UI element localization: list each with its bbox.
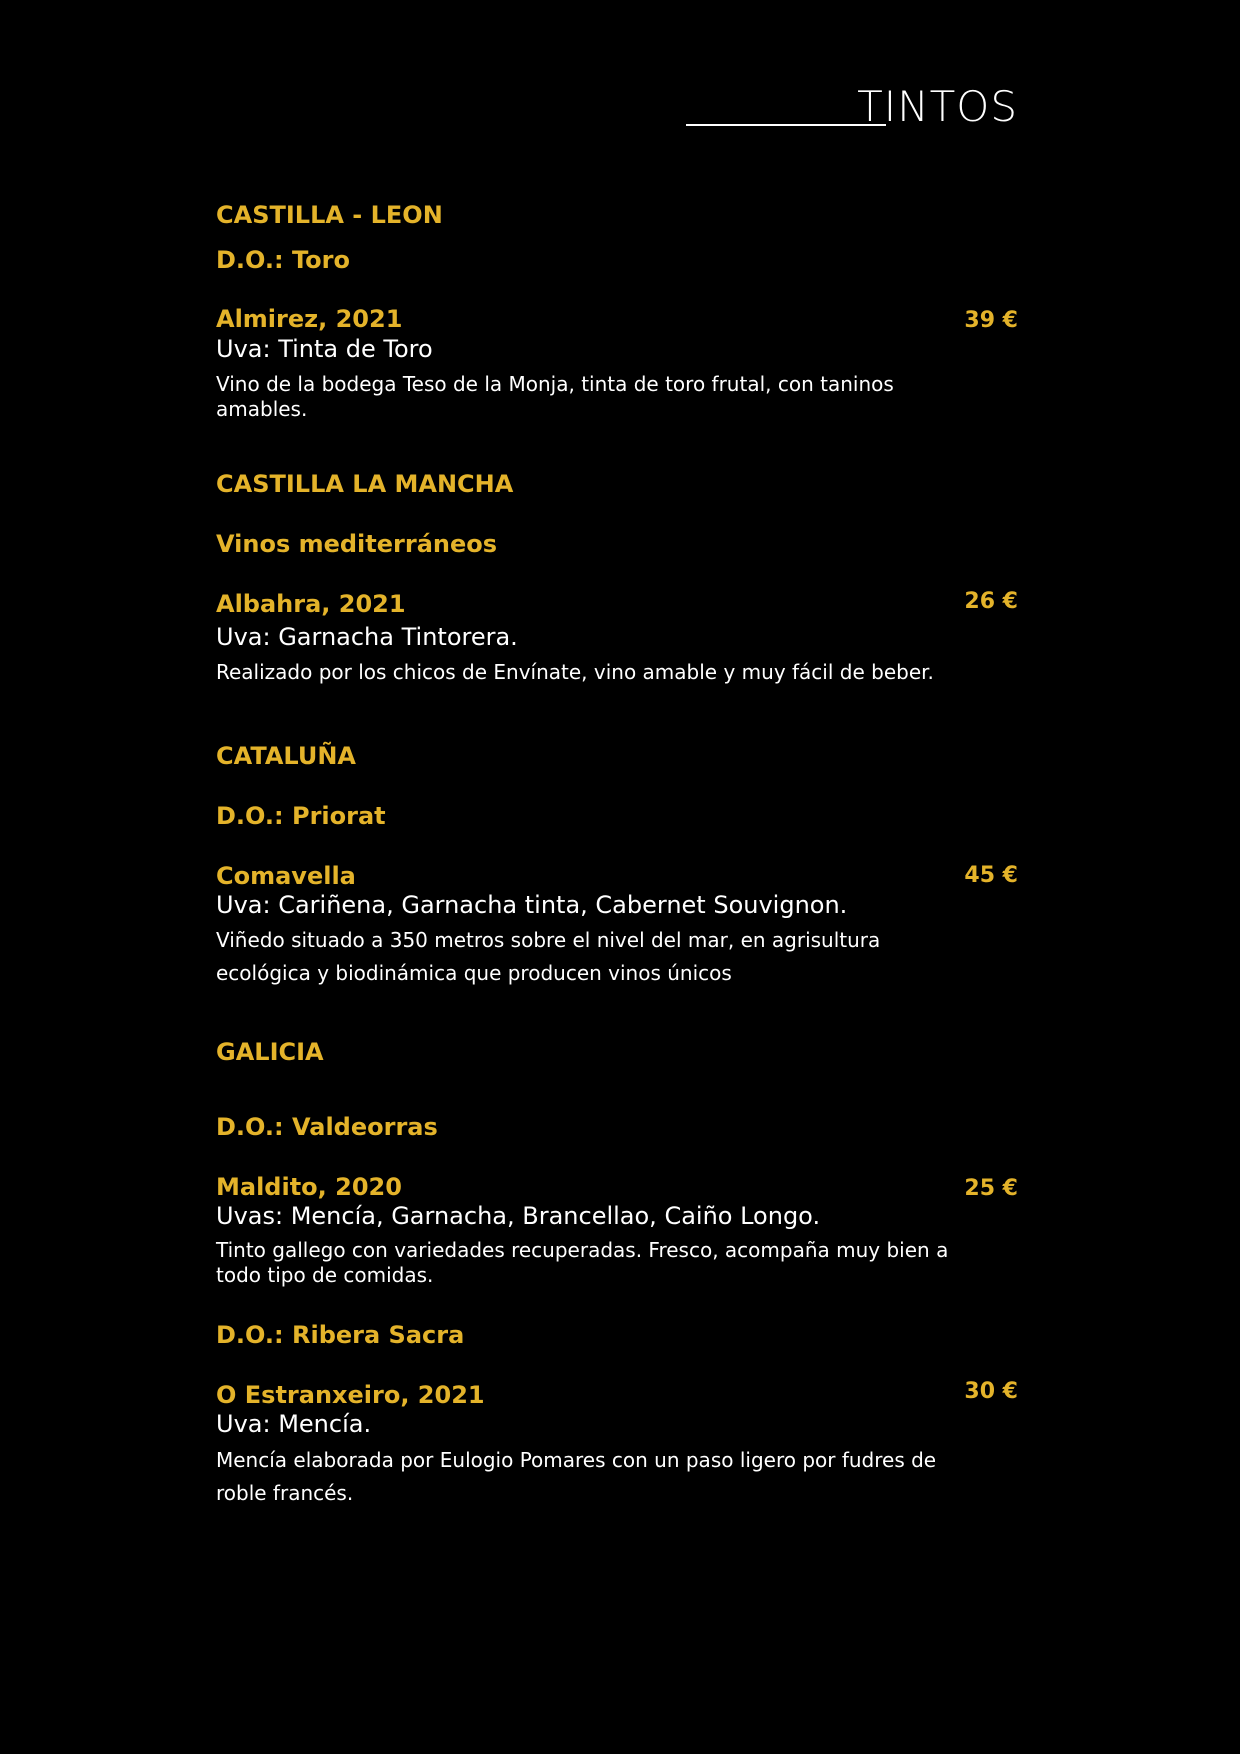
region-castilla-leon: CASTILLA - LEON xyxy=(216,201,443,229)
do-toro: D.O.: Toro xyxy=(216,246,350,274)
region-castilla-la-mancha: CASTILLA LA MANCHA xyxy=(216,470,514,498)
wine-grape-comavella: Uva: Cariñena, Garnacha tinta, Cabernet Souvignon. xyxy=(216,891,848,919)
page-header xyxy=(0,0,1240,160)
wine-name-albahra: Albahra, 2021 xyxy=(216,590,406,618)
group-vinos-mediterraneos: Vinos mediterráneos xyxy=(216,530,498,558)
wine-description-maldito: Tinto gallego con variedades recuperadas. Fresco, acompaña muy bien a todo tipo de comidas. xyxy=(216,1238,949,1287)
wine-description-albahra: Realizado por los chicos de Envínate, vino amable y muy fácil de beber. xyxy=(216,660,934,684)
do-priorat: D.O.: Priorat xyxy=(216,802,386,830)
wine-name-maldito: Maldito, 2020 xyxy=(216,1173,402,1201)
wine-grape-maldito: Uvas: Mencía, Garnacha, Brancellao, Caiño Longo. xyxy=(216,1202,821,1230)
wine-grape-almirez: Uva: Tinta de Toro xyxy=(216,335,433,363)
wine-name-almirez: Almirez, 2021 xyxy=(216,305,403,333)
wine-price-maldito: 25 € xyxy=(964,1176,1018,1201)
wine-price-o-estranxeiro: 30 € xyxy=(964,1379,1018,1404)
region-galicia: GALICIA xyxy=(216,1038,324,1066)
wine-description-comavella: Viñedo situado a 350 metros sobre el nivel del mar, en agrisultura ecológica y biodinámica que producen vinos únicos xyxy=(216,928,881,985)
wine-price-almirez: 39 € xyxy=(964,308,1018,333)
wine-price-comavella: 45 € xyxy=(964,863,1018,888)
region-cataluna: CATALUÑA xyxy=(216,742,356,770)
header-rule xyxy=(686,124,886,126)
wine-description-o-estranxeiro: Mencía elaborada por Eulogio Pomares con un paso ligero por fudres de roble francés. xyxy=(216,1448,937,1505)
do-valdeorras: D.O.: Valdeorras xyxy=(216,1113,438,1141)
wine-name-o-estranxeiro: O Estranxeiro, 2021 xyxy=(216,1381,485,1409)
wine-description-almirez: Vino de la bodega Teso de la Monja, tinta de toro frutal, con taninos amables. xyxy=(216,372,894,421)
wine-name-comavella: Comavella xyxy=(216,862,356,890)
do-ribera-sacra: D.O.: Ribera Sacra xyxy=(216,1321,465,1349)
wine-grape-o-estranxeiro: Uva: Mencía. xyxy=(216,1410,372,1438)
wine-price-albahra: 26 € xyxy=(964,589,1018,614)
page-title: TINTOS xyxy=(857,82,1018,131)
wine-grape-albahra: Uva: Garnacha Tintorera. xyxy=(216,623,518,651)
